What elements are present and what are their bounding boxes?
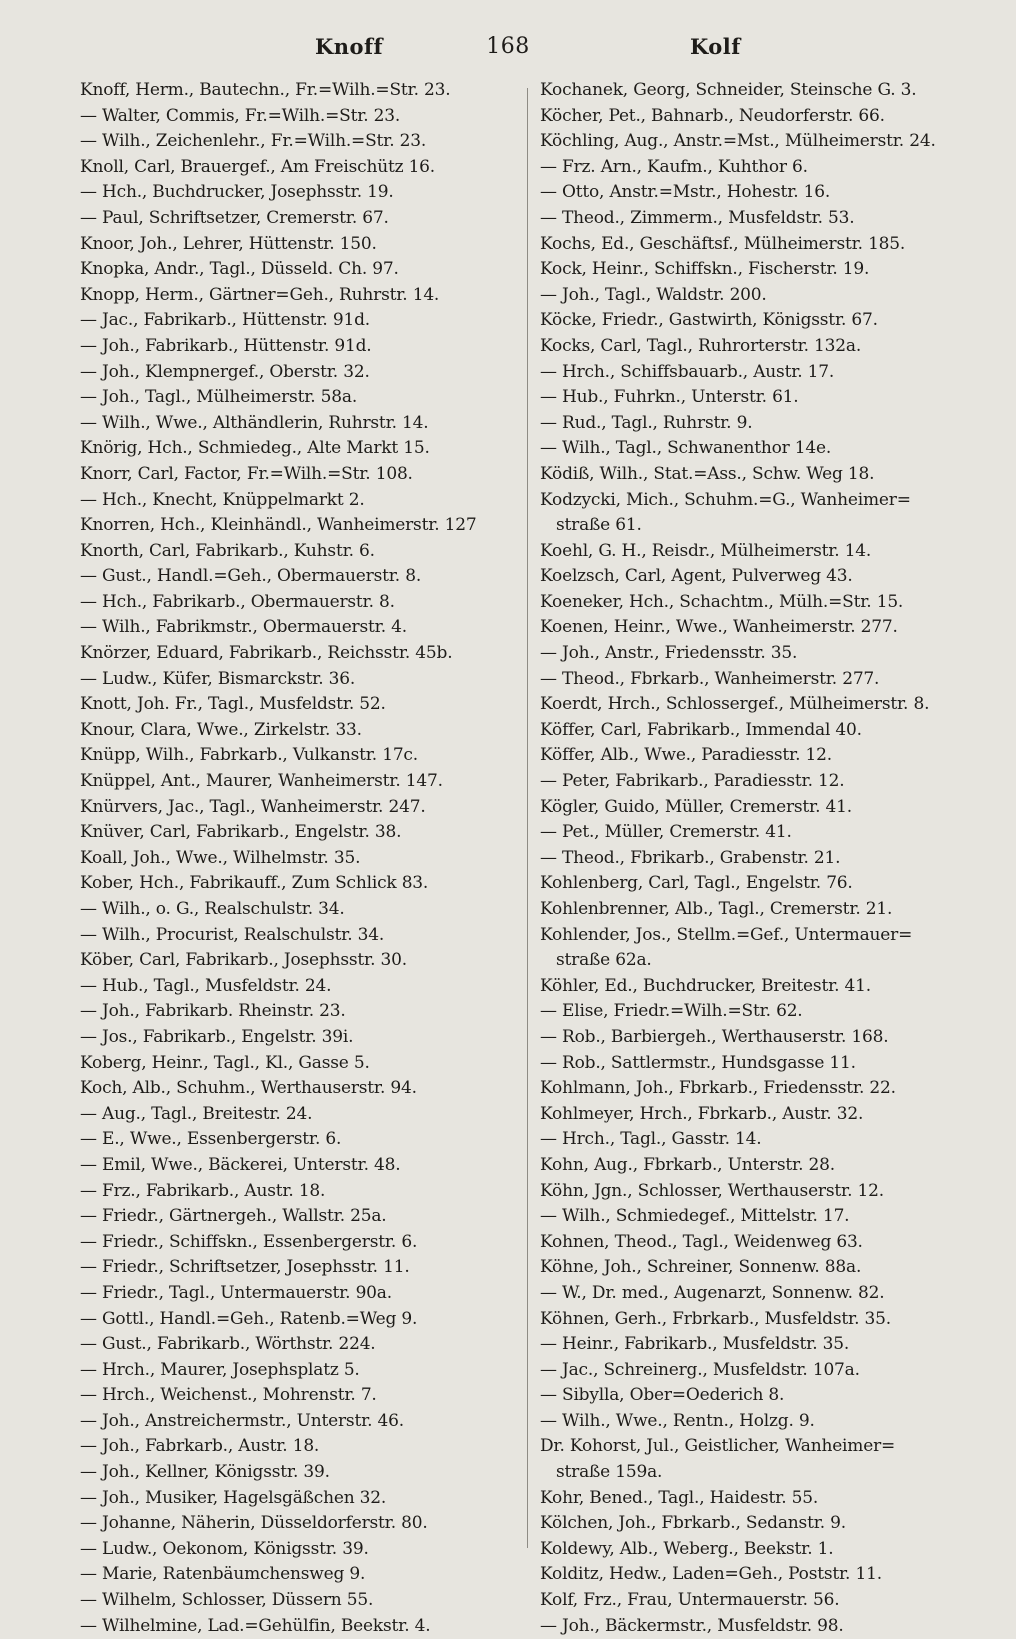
directory-entry: Kohlmann, Joh., Fbrkarb., Friedensstr. 22. [540, 1078, 896, 1099]
directory-entry: Köcher, Pet., Bahnarb., Neudorferstr. 66. [540, 105, 885, 126]
directory-entry: Koehl, G. H., Reisdr., Mülheimerstr. 14. [540, 540, 872, 561]
directory-entry: — Hch., Buchdrucker, Josephsstr. 19. [80, 182, 394, 203]
directory-entry: Knopka, Andr., Tagl., Düsseld. Ch. 97. [80, 259, 399, 280]
directory-entry: — Hub., Tagl., Musfeldstr. 24. [80, 975, 332, 996]
directory-entry: Koenen, Heinr., Wwe., Wanheimerstr. 277. [540, 617, 898, 638]
directory-entry: — Elise, Friedr.=Wilh.=Str. 62. [540, 1001, 803, 1022]
directory-entry: Köhnen, Gerh., Frbrkarb., Musfeldstr. 35. [540, 1308, 891, 1329]
directory-entry: — Joh., Anstreichermstr., Unterstr. 46. [80, 1410, 404, 1431]
directory-entry: Koch, Alb., Schuhm., Werthauserstr. 94. [80, 1078, 417, 1099]
directory-entry: — Theod., Zimmerm., Musfeldstr. 53. [540, 207, 855, 228]
directory-entry: — Hrch., Tagl., Gasstr. 14. [540, 1129, 762, 1150]
directory-entry: Knoll, Carl, Brauergef., Am Freischütz 16. [80, 156, 436, 177]
directory-entry: Kölchen, Joh., Fbrkarb., Sedanstr. 9. [540, 1513, 846, 1534]
directory-entry: Knörig, Hch., Schmiedeg., Alte Markt 15. [80, 438, 430, 459]
directory-entry: — Friedr., Schriftsetzer, Josephsstr. 11. [80, 1257, 410, 1278]
directory-entry: Köhn, Jgn., Schlosser, Werthauserstr. 12. [540, 1180, 884, 1201]
directory-entry: — Friedr., Tagl., Untermauerstr. 90a. [80, 1282, 392, 1303]
directory-entry: — Gust., Handl.=Geh., Obermauerstr. 8. [80, 566, 422, 587]
directory-entry: — Joh., Fabrikarb. Rheinstr. 23. [80, 1001, 346, 1022]
directory-entry: — Heinr., Fabrikarb., Musfeldstr. 35. [540, 1334, 850, 1355]
directory-entry: — E., Wwe., Essenbergerstr. 6. [80, 1129, 342, 1150]
directory-entry: Koldewy, Alb., Weberg., Beekstr. 1. [540, 1538, 834, 1559]
directory-entry: Knorren, Hch., Kleinhändl., Wanheimerstr. 127 [80, 515, 477, 536]
directory-entry: — Gust., Fabrikarb., Wörthstr. 224. [80, 1334, 376, 1355]
directory-entry: Knoor, Joh., Lehrer, Hüttenstr. 150. [80, 233, 377, 254]
directory-entry: — Rob., Barbiergeh., Werthauserstr. 168. [540, 1026, 889, 1047]
directory-entry: Knoff, Herm., Bautechn., Fr.=Wilh.=Str. 23. [80, 80, 451, 100]
directory-entry: — Peter, Fabrikarb., Paradiesstr. 12. [540, 771, 845, 792]
directory-entry: Knorr, Carl, Factor, Fr.=Wilh.=Str. 108. [80, 463, 413, 484]
directory-entry: Koeneker, Hch., Schachtm., Mülh.=Str. 15. [540, 591, 904, 612]
directory-entry: — Jac., Schreinerg., Musfeldstr. 107a. [540, 1359, 860, 1380]
directory-entry: — Joh., Tagl., Mülheimerstr. 58a. [80, 387, 358, 408]
directory-entry: Dr. Kohorst, Jul., Geistlicher, Wanheimer= [540, 1436, 896, 1457]
directory-entry: — Joh., Musiker, Hagelsgäßchen 32. [80, 1487, 387, 1508]
directory-entry: — Wilh., o. G., Realschulstr. 34. [80, 899, 345, 919]
directory-entry: Koelzsch, Carl, Agent, Pulverweg 43. [540, 566, 853, 587]
directory-entry: Kochs, Ed., Geschäftsf., Mülheimerstr. 185. [540, 233, 906, 254]
directory-entry: — Hch., Fabrikarb., Obermauerstr. 8. [80, 591, 395, 612]
directory-entry: Kolf, Frz., Frau, Untermauerstr. 56. [540, 1590, 840, 1611]
directory-entry: Kögler, Guido, Müller, Cremerstr. 41. [540, 796, 852, 817]
directory-entry: Koall, Joh., Wwe., Wilhelmstr. 35. [80, 847, 361, 868]
directory-entry: — Wilh., Schmiedegef., Mittelstr. 17. [540, 1206, 850, 1227]
directory-entry: — Joh., Fabrkarb., Austr. 18. [80, 1436, 320, 1457]
directory-entry: Knüppel, Ant., Maurer, Wanheimerstr. 147. [80, 771, 443, 792]
directory-entry: — Wilhelm, Schlosser, Düssern 55. [80, 1590, 374, 1611]
directory-entry: — W., Dr. med., Augenarzt, Sonnenw. 82. [540, 1282, 885, 1303]
directory-entry-continuation: straße 159a. [556, 1462, 663, 1483]
directory-entry: — Hrch., Schiffsbauarb., Austr. 17. [540, 361, 835, 382]
directory-entry: — Rob., Sattlermstr., Hundsgasse 11. [540, 1052, 856, 1073]
header-right-keyword: Kolf [690, 34, 741, 59]
directory-entry: Kocks, Carl, Tagl., Ruhrorterstr. 132a. [540, 335, 862, 356]
directory-entry: Kohlmeyer, Hrch., Fbrkarb., Austr. 32. [540, 1103, 864, 1124]
directory-entry: Köchling, Aug., Anstr.=Mst., Mülheimerstr. 24. [540, 131, 936, 152]
directory-entry: — Wilh., Zeichenlehr., Fr.=Wilh.=Str. 23. [80, 131, 427, 152]
directory-entry: — Joh., Anstr., Friedensstr. 35. [540, 643, 798, 664]
directory-entry: Knour, Clara, Wwe., Zirkelstr. 33. [80, 719, 362, 740]
directory-entry: — Wilh., Fabrikmstr., Obermauerstr. 4. [80, 617, 407, 638]
directory-entry-continuation: straße 61. [556, 515, 642, 536]
directory-entry: — Friedr., Schiffskn., Essenbergerstr. 6. [80, 1231, 418, 1252]
directory-entry: Kolditz, Hedw., Laden=Geh., Poststr. 11. [540, 1564, 882, 1585]
directory-entry: — Hrch., Weichenst., Mohrenstr. 7. [80, 1385, 377, 1406]
directory-entry: — Joh., Klempnergef., Oberstr. 32. [80, 361, 370, 382]
directory-entry: — Wilh., Wwe., Rentn., Holzg. 9. [540, 1410, 815, 1431]
directory-entry: — Aug., Tagl., Breitestr. 24. [80, 1103, 313, 1124]
directory-entry: Kohn, Aug., Fbrkarb., Unterstr. 28. [540, 1154, 835, 1175]
directory-entry: Kochanek, Georg, Schneider, Steinsche G. 3. [540, 80, 917, 100]
directory-entry: Koerdt, Hrch., Schlossergef., Mülheimerstr. 8. [540, 694, 930, 715]
directory-entry: — Emil, Wwe., Bäckerei, Unterstr. 48. [80, 1154, 401, 1175]
directory-entry: — Gottl., Handl.=Geh., Ratenb.=Weg 9. [80, 1308, 418, 1329]
directory-entry: Kock, Heinr., Schiffskn., Fischerstr. 19. [540, 259, 870, 280]
directory-entry: — Wilh., Tagl., Schwanenthor 14e. [540, 438, 832, 459]
directory-entry: Köhne, Joh., Schreiner, Sonnenw. 88a. [540, 1257, 862, 1278]
column-divider [527, 88, 528, 1548]
directory-entry: — Joh., Fabrikarb., Hüttenstr. 91d. [80, 335, 372, 356]
directory-entry: Kohlender, Jos., Stellm.=Gef., Untermauer= [540, 924, 913, 945]
directory-entry: — Hrch., Maurer, Josephsplatz 5. [80, 1359, 360, 1380]
directory-entry: Knott, Joh. Fr., Tagl., Musfeldstr. 52. [80, 694, 386, 715]
directory-entry: — Frz. Arn., Kaufm., Kuhthor 6. [540, 156, 808, 177]
directory-entry: — Jos., Fabrikarb., Engelstr. 39i. [80, 1026, 354, 1047]
directory-entry: Kohlenberg, Carl, Tagl., Engelstr. 76. [540, 873, 853, 894]
directory-entry: — Ludw., Oekonom, Königsstr. 39. [80, 1538, 369, 1559]
directory-entry: Köhler, Ed., Buchdrucker, Breitestr. 41. [540, 975, 871, 996]
directory-entry: Kohr, Bened., Tagl., Haidestr. 55. [540, 1487, 819, 1508]
directory-entry: — Theod., Fbrkarb., Wanheimerstr. 277. [540, 668, 880, 689]
directory-entry: Kohnen, Theod., Tagl., Weidenweg 63. [540, 1231, 863, 1252]
directory-entry: Knüver, Carl, Fabrikarb., Engelstr. 38. [80, 822, 402, 843]
directory-entry: Köffer, Carl, Fabrikarb., Immendal 40. [540, 719, 862, 740]
directory-entry: — Wilhelmine, Lad.=Gehülfin, Beekstr. 4. [80, 1615, 431, 1636]
directory-entry: — Ludw., Küfer, Bismarckstr. 36. [80, 668, 356, 689]
directory-entry: — Jac., Fabrikarb., Hüttenstr. 91d. [80, 310, 370, 331]
directory-entry: — Pet., Müller, Cremerstr. 41. [540, 822, 792, 843]
directory-entry: Koberg, Heinr., Tagl., Kl., Gasse 5. [80, 1052, 370, 1073]
directory-entry: — Paul, Schriftsetzer, Cremerstr. 67. [80, 207, 389, 228]
header-left-keyword: Knoff [315, 34, 384, 59]
directory-entry: — Otto, Anstr.=Mstr., Hohestr. 16. [540, 182, 831, 203]
directory-entry: Kodzycki, Mich., Schuhm.=G., Wanheimer= [540, 489, 911, 510]
directory-entry-continuation: straße 62a. [556, 950, 652, 971]
directory-entry: — Friedr., Gärtnergeh., Wallstr. 25a. [80, 1206, 387, 1227]
directory-entry: Kohlenbrenner, Alb., Tagl., Cremerstr. 21. [540, 899, 893, 919]
directory-entry: Knörzer, Eduard, Fabrikarb., Reichsstr. 45b. [80, 643, 453, 664]
directory-entry: — Theod., Fbrikarb., Grabenstr. 21. [540, 847, 841, 868]
page-number: 168 [486, 34, 530, 59]
directory-entry: — Frz., Fabrikarb., Austr. 18. [80, 1180, 326, 1201]
directory-entry: — Wilh., Procurist, Realschulstr. 34. [80, 924, 385, 945]
directory-entry: — Joh., Tagl., Waldstr. 200. [540, 284, 767, 305]
directory-entry: — Rud., Tagl., Ruhrstr. 9. [540, 412, 753, 433]
directory-entry: — Marie, Ratenbäumchensweg 9. [80, 1564, 366, 1585]
directory-entry: — Wilh., Wwe., Althändlerin, Ruhrstr. 14. [80, 412, 429, 433]
left-column [80, 78, 525, 1639]
right-column [540, 78, 985, 1639]
directory-entry: Knopp, Herm., Gärtner=Geh., Ruhrstr. 14. [80, 284, 440, 305]
directory-entry: Köffer, Alb., Wwe., Paradiesstr. 12. [540, 745, 832, 766]
directory-entry: Köcke, Friedr., Gastwirth, Königsstr. 67. [540, 310, 878, 331]
directory-entry: — Hub., Fuhrkn., Unterstr. 61. [540, 387, 799, 408]
directory-entry: Knorth, Carl, Fabrikarb., Kuhstr. 6. [80, 540, 375, 561]
directory-entry: — Hch., Knecht, Knüppelmarkt 2. [80, 489, 365, 510]
directory-entry: — Johanne, Näherin, Düsseldorferstr. 80. [80, 1513, 428, 1534]
directory-entry: Ködiß, Wilh., Stat.=Ass., Schw. Weg 18. [540, 463, 875, 484]
page-header [0, 34, 1016, 64]
directory-entry: Köber, Carl, Fabrikarb., Josephsstr. 30. [80, 950, 407, 971]
directory-entry: — Sibylla, Ober=Oederich 8. [540, 1385, 785, 1406]
directory-entry: Knürvers, Jac., Tagl., Wanheimerstr. 247. [80, 796, 426, 817]
directory-entry: Kober, Hch., Fabrikauff., Zum Schlick 83. [80, 873, 429, 894]
directory-entry: — Joh., Kellner, Königsstr. 39. [80, 1462, 330, 1483]
directory-entry: — Walter, Commis, Fr.=Wilh.=Str. 23. [80, 105, 401, 126]
directory-entry: — Joh., Bäckermstr., Musfeldstr. 98. [540, 1615, 844, 1636]
directory-entry: Knüpp, Wilh., Fabrkarb., Vulkanstr. 17c. [80, 745, 418, 766]
